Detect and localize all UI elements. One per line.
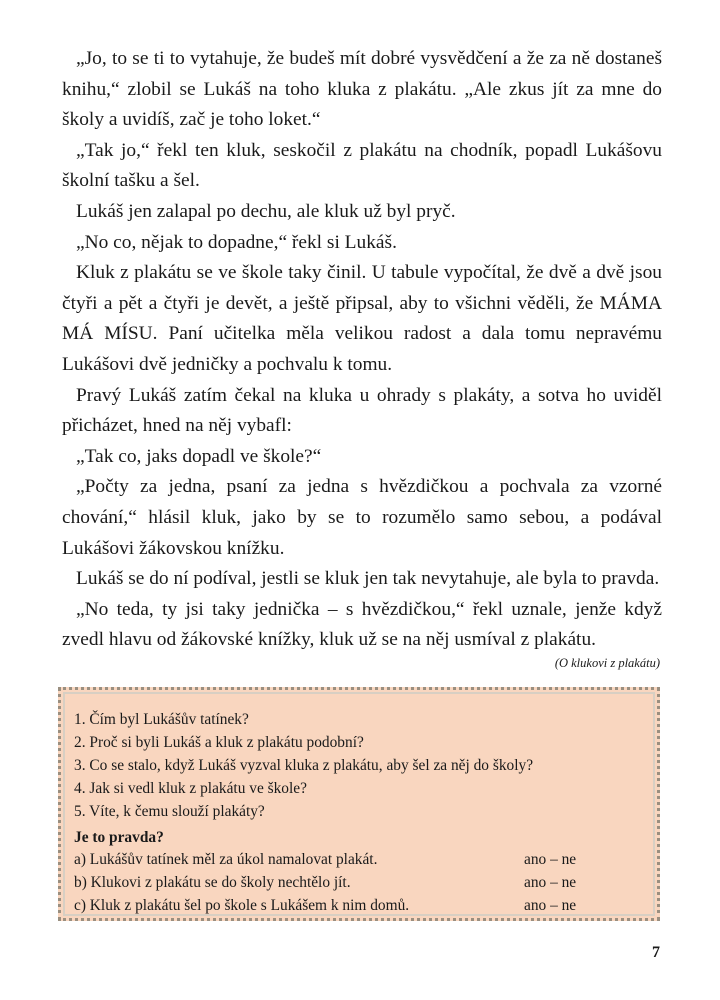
truth-statement: a) Lukášův tatínek měl za úkol namalovat plakát. — [74, 851, 378, 868]
truth-statement: b) Klukovi z plakátu se do školy nechtělo jít. — [74, 874, 351, 891]
questions-content — [74, 708, 634, 917]
page-number: 7 — [652, 944, 660, 961]
question-item: 5. Víte, k čemu slouží plakáty? — [74, 803, 265, 820]
question-item: 3. Co se stalo, když Lukáš vyzval kluka z plakátu, aby šel za něj do školy? — [74, 757, 534, 774]
story-source: (O klukovi z plakátu) — [554, 656, 660, 670]
story-paragraph: Lukáš se do ní podíval, jestli se kluk jen tak nevytahuje, ale byla to pravda. — [76, 568, 660, 590]
truth-answer: ano – ne — [524, 851, 577, 868]
truth-title: Je to pravda? — [74, 829, 164, 846]
story-paragraph: „No co, nějak to dopadne,“ řekl si Lukáš. — [76, 231, 397, 253]
story-paragraph: „Jo, to se ti to vytahuje, že budeš mít dobré vysvědčení a že za ně dostaneš knihu,“ zlobil se Lukáš na toho kluka z plakátu. „Ale zkus jít za mne do školy a uvidíš, zač je toho loket.“ — [62, 48, 662, 131]
story-paragraph: Kluk z plakátu se ve škole taky činil. U tabule vypočítal, že dvě a dvě jsou čtyři a pět a čtyři je devět, a ještě připsal, aby to všichni věděli, že MÁMA MÁ MÍSU. Paní učitelka měla velikou radost a dala tomu nepravému Lukášovi dvě jedničky a pochvalu k tomu. — [62, 262, 662, 375]
question-item: 1. Čím byl Lukášův tatínek? — [74, 711, 249, 728]
truth-answer: ano – ne — [524, 874, 577, 891]
truth-statement: c) Kluk z plakátu šel po škole s Lukášem k nim domů. — [74, 897, 410, 914]
question-list — [74, 708, 634, 823]
story-paragraph: „Tak jo,“ řekl ten kluk, seskočil z plakátu na chodník, popadl Lukášovu školní tašku a šel. — [62, 139, 662, 192]
truth-row — [74, 894, 634, 917]
truth-answer: ano – ne — [524, 897, 577, 914]
story-paragraph: „Tak co, jaks dopadl ve škole?“ — [76, 445, 322, 467]
truth-row — [74, 848, 634, 871]
story-paragraph: „Počty za jedna, psaní za jedna s hvězdičkou a pochvala za vzorné chování,“ hlásil kluk, jako by se to rozumělo samo sebou, a podával Lukášovi žákovskou knížku. — [62, 476, 662, 559]
story-paragraph: Lukáš jen zalapal po dechu, ale kluk už byl pryč. — [76, 200, 456, 222]
question-item: 2. Proč si byli Lukáš a kluk z plakátu podobní? — [74, 734, 364, 751]
story-paragraph: Pravý Lukáš zatím čekal na kluka u ohrady s plakáty, a sotva ho uviděl přicházet, hned na něj vybafl: — [62, 384, 662, 437]
story-text — [62, 44, 662, 656]
truth-row — [74, 871, 634, 894]
question-item: 4. Jak si vedl kluk z plakátu ve škole? — [74, 780, 307, 797]
story-paragraph: „No teda, ty jsi taky jednička – s hvězdičkou,“ řekl uznale, jenže když zvedl hlavu od žákovské knížky, kluk už se na něj usmíval z plakátu. — [62, 598, 662, 651]
